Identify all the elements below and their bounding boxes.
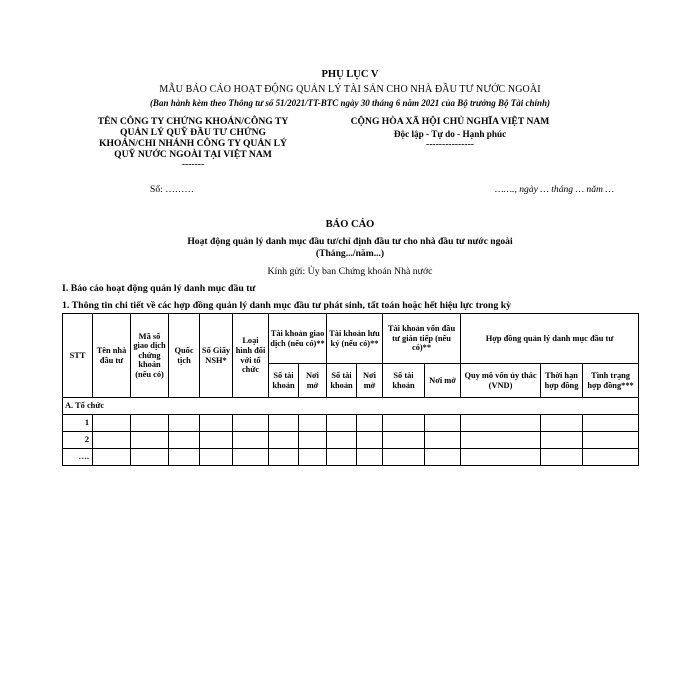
table-cell	[425, 415, 461, 432]
table-cell	[93, 449, 131, 466]
addressee: Kính gửi: Ủy ban Chứng khoán Nhà nước	[267, 266, 433, 277]
table-cell	[327, 432, 357, 449]
header-entity-type: Loại hình đối với tổ chức	[233, 314, 269, 398]
subheader-opened-at: Nơi mở	[425, 364, 461, 398]
table-row	[63, 449, 639, 466]
table-cell	[233, 449, 269, 466]
header-investor-name: Tên nhà đầu tư	[93, 314, 131, 398]
table-cell	[200, 415, 233, 432]
table-cell	[299, 449, 327, 466]
issuer-line: QUẢN LÝ QUỸ ĐẦU TƯ CHỨNG	[120, 127, 266, 138]
row-number: 1	[63, 415, 93, 432]
subheader-opened-at: Nơi mở	[357, 364, 383, 398]
table-cell	[327, 415, 357, 432]
table-cell	[383, 449, 425, 466]
issuer-line: KHOÁN/CHI NHÁNH CÔNG TY QUẢN LÝ	[99, 138, 287, 149]
subheader-contract-status: Tình trạng hợp đồng***	[583, 364, 639, 398]
table-cell	[299, 432, 327, 449]
table-cell	[200, 449, 233, 466]
issuer-block	[88, 116, 298, 169]
table-cell	[131, 432, 169, 449]
table-cell	[327, 449, 357, 466]
table-row	[63, 415, 639, 432]
issuer-line: TÊN CÔNG TY CHỨNG KHOÁN/CÔNG TY	[97, 116, 289, 127]
table-cell	[269, 415, 299, 432]
subheader-account-no: Số tài khoản	[383, 364, 425, 398]
table-cell	[425, 432, 461, 449]
table-cell	[461, 415, 541, 432]
table-cell	[169, 432, 200, 449]
header-nsh-number: Số Giấy NSH*	[200, 314, 233, 398]
table-cell	[200, 432, 233, 449]
table-cell	[583, 415, 639, 432]
table-cell	[541, 415, 583, 432]
table-cell	[461, 432, 541, 449]
report-title: BÁO CÁO	[325, 219, 375, 230]
table-cell	[357, 415, 383, 432]
table-cell	[269, 432, 299, 449]
national-header	[345, 116, 555, 149]
subsection-heading: 1. Thông tin chi tiết về các hợp đồng quản lý danh mục đầu tư phát sinh, tất toán hoặc hết hiệu lực trong kỳ	[62, 300, 512, 311]
subheader-contract-term: Thời hạn hợp đồng	[541, 364, 583, 398]
table-cell	[93, 415, 131, 432]
contracts-table	[62, 313, 639, 466]
table-cell	[169, 415, 200, 432]
document-date: ……., ngày … tháng … năm …	[495, 184, 614, 195]
report-period: (Tháng.../năm...)	[315, 248, 385, 259]
subheader-opened-at: Nơi mở	[299, 364, 327, 398]
table-cell	[299, 415, 327, 432]
table-cell	[425, 449, 461, 466]
table-cell	[233, 432, 269, 449]
row-number: ….	[63, 449, 93, 466]
form-title: MẪU BÁO CÁO HOẠT ĐỘNG QUẢN LÝ TÀI SẢN CHO NHÀ ĐẦU TƯ NƯỚC NGOÀI	[159, 84, 541, 95]
table-cell	[541, 432, 583, 449]
nation-motto: Độc lập - Tự do - Hạnh phúc	[393, 129, 507, 139]
table-cell	[461, 449, 541, 466]
table-cell	[583, 432, 639, 449]
issued-by-note: (Ban hành kèm theo Thông tư số 51/2021/TT-BTC ngày 30 tháng 6 năm 2021 của Bộ trưởng Bộ Tài chính)	[149, 98, 551, 108]
issuer-line: QUỸ NƯỚC NGOÀI TẠI VIỆT NAM	[114, 149, 272, 160]
nation-name: CỘNG HÒA XÃ HỘI CHỦ NGHĨA VIỆT NAM	[350, 116, 550, 127]
table-cell	[269, 449, 299, 466]
table-header-row	[63, 314, 639, 364]
header-nationality: Quốc tịch	[169, 314, 200, 398]
group-label: A. Tổ chức	[63, 398, 639, 415]
table-cell	[233, 415, 269, 432]
table-row	[63, 398, 639, 415]
issuer-separator: -------	[181, 159, 205, 170]
header-stt: STT	[63, 314, 93, 398]
section-heading: I. Báo cáo hoạt động quản lý danh mục đầu tư	[62, 283, 256, 294]
document-number: Số: ………	[150, 184, 194, 195]
table-cell	[169, 449, 200, 466]
table-cell	[357, 449, 383, 466]
header-contract: Hợp đồng quản lý danh mục đầu tư	[461, 314, 639, 364]
header-trading-code: Mã số giao dịch chứng khoán (nếu có)	[131, 314, 169, 398]
subheader-contract-value: Quy mô vốn ủy thác (VND)	[461, 364, 541, 398]
report-subtitle-line: Hoạt động quản lý danh mục đầu tư/chỉ định đầu tư cho nhà đầu tư nước ngoài	[187, 236, 513, 247]
table-cell	[383, 415, 425, 432]
header-trading-account: Tài khoản giao dịch (nếu có)**	[269, 314, 327, 364]
table-cell	[583, 449, 639, 466]
row-number: 2	[63, 432, 93, 449]
table-cell	[93, 432, 131, 449]
table-cell	[383, 432, 425, 449]
header-indirect-account: Tài khoản vốn đầu tư gián tiếp (nếu có)**	[383, 314, 461, 364]
table-cell	[541, 449, 583, 466]
table-cell	[131, 449, 169, 466]
nation-separator: ---------------	[426, 139, 474, 150]
table-cell	[131, 415, 169, 432]
table-row	[63, 432, 639, 449]
subheader-account-no: Số tài khoản	[269, 364, 299, 398]
table-cell	[357, 432, 383, 449]
header-custody-account: Tài khoản lưu ký (nếu có)**	[327, 314, 383, 364]
appendix-title: PHỤ LỤC V	[321, 69, 379, 80]
report-subtitle	[0, 236, 700, 260]
subheader-account-no: Số tài khoản	[327, 364, 357, 398]
